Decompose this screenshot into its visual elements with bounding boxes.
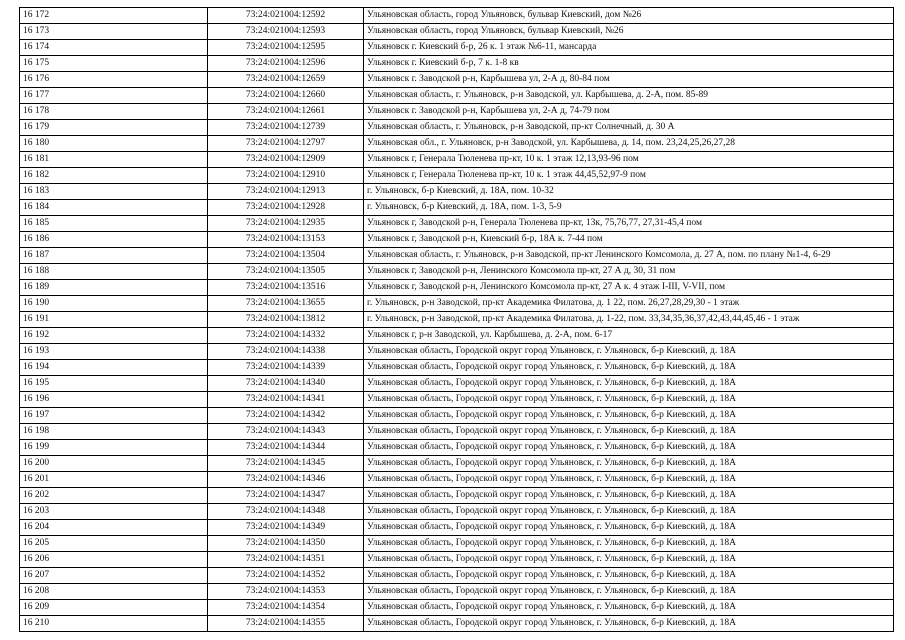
table-row [20,552,894,568]
registry-sheet [19,7,894,632]
address-cell: Ульяновская область, Городской округ город Ульяновск, г. Ульяновск, б-р Киевский, д. 18А [364,376,894,392]
cadastral-number-cell: 73:24:021004:12797 [208,136,364,152]
table-row [20,408,894,424]
row-number-cell: 16 191 [20,312,208,328]
address-cell: Ульяновск г. Киевский б-р, 26 к. 1 этаж №6-11, мансарда [364,40,894,56]
address-cell: Ульяновская область, Городской округ город Ульяновск, г. Ульяновск, б-р Киевский, д. 18А [364,552,894,568]
cadastral-number-cell: 73:24:021004:12660 [208,88,364,104]
row-number-cell: 16 179 [20,120,208,136]
row-number-cell: 16 195 [20,376,208,392]
address-cell: Ульяновская область, город Ульяновск, бульвар Киевский, №26 [364,24,894,40]
cadastral-table [19,7,894,632]
address-cell: Ульяновск г. Киевский б-р, 7 к. 1-8 кв [364,56,894,72]
table-row [20,56,894,72]
row-number-cell: 16 184 [20,200,208,216]
table-row [20,376,894,392]
table-row [20,72,894,88]
address-cell: Ульяновская область, г. Ульяновск, р-н Заводской, пр-кт Ленинского Комсомола, д. 27 А, пом. по плану №1-4, 6-29 [364,248,894,264]
address-cell: Ульяновская область, Городской округ город Ульяновск, г. Ульяновск, б-р Киевский, д. 18А [364,424,894,440]
row-number-cell: 16 188 [20,264,208,280]
table-row [20,344,894,360]
table-row [20,152,894,168]
row-number-cell: 16 208 [20,584,208,600]
table-row [20,440,894,456]
row-number-cell: 16 204 [20,520,208,536]
cadastral-number-cell: 73:24:021004:12593 [208,24,364,40]
address-cell: Ульяновская область, Городской округ город Ульяновск, г. Ульяновск, б-р Киевский, д. 18А [364,408,894,424]
table-row [20,568,894,584]
table-row [20,232,894,248]
row-number-cell: 16 189 [20,280,208,296]
cadastral-number-cell: 73:24:021004:12595 [208,40,364,56]
cadastral-number-cell: 73:24:021004:14344 [208,440,364,456]
cadastral-number-cell: 73:24:021004:13812 [208,312,364,328]
row-number-cell: 16 185 [20,216,208,232]
cadastral-number-cell: 73:24:021004:14350 [208,536,364,552]
table-row [20,280,894,296]
address-cell: Ульяновская область, Городской округ город Ульяновск, г. Ульяновск, б-р Киевский, д. 18А [364,456,894,472]
address-cell: Ульяновск г, Заводской р-н, Генерала Тюленева пр-кт, 13к, 75,76,77, 27,31-45,4 пом [364,216,894,232]
cadastral-number-cell: 73:24:021004:14352 [208,568,364,584]
row-number-cell: 16 203 [20,504,208,520]
address-cell: Ульяновск г, Заводской р-н, Киевский б-р, 18А к. 7-44 пом [364,232,894,248]
cadastral-number-cell: 73:24:021004:14348 [208,504,364,520]
cadastral-number-cell: 73:24:021004:12935 [208,216,364,232]
cadastral-number-cell: 73:24:021004:13516 [208,280,364,296]
cadastral-number-cell: 73:24:021004:14354 [208,600,364,616]
table-row [20,456,894,472]
cadastral-number-cell: 73:24:021004:12596 [208,56,364,72]
table-row [20,520,894,536]
row-number-cell: 16 172 [20,8,208,24]
table-row [20,24,894,40]
address-cell: Ульяновская область, Городской округ город Ульяновск, г. Ульяновск, б-р Киевский, д. 18А [364,440,894,456]
address-cell: Ульяновская область, Городской округ город Ульяновск, г. Ульяновск, б-р Киевский, д. 18А [364,520,894,536]
row-number-cell: 16 207 [20,568,208,584]
cadastral-number-cell: 73:24:021004:14347 [208,488,364,504]
row-number-cell: 16 178 [20,104,208,120]
row-number-cell: 16 202 [20,488,208,504]
address-cell: Ульяновская область, Городской округ город Ульяновск, г. Ульяновск, б-р Киевский, д. 18А [364,504,894,520]
table-row [20,600,894,616]
table-row [20,472,894,488]
cadastral-number-cell: 73:24:021004:13153 [208,232,364,248]
table-row [20,216,894,232]
cadastral-number-cell: 73:24:021004:14340 [208,376,364,392]
table-row [20,328,894,344]
row-number-cell: 16 205 [20,536,208,552]
cadastral-number-cell: 73:24:021004:12592 [208,8,364,24]
cadastral-number-cell: 73:24:021004:12739 [208,120,364,136]
row-number-cell: 16 201 [20,472,208,488]
cadastral-number-cell: 73:24:021004:12909 [208,152,364,168]
table-row [20,504,894,520]
table-row [20,168,894,184]
row-number-cell: 16 197 [20,408,208,424]
cadastral-number-cell: 73:24:021004:14342 [208,408,364,424]
row-number-cell: 16 183 [20,184,208,200]
cadastral-number-cell: 73:24:021004:13655 [208,296,364,312]
table-row [20,296,894,312]
cadastral-number-cell: 73:24:021004:14353 [208,584,364,600]
cadastral-number-cell: 73:24:021004:13505 [208,264,364,280]
row-number-cell: 16 196 [20,392,208,408]
address-cell: Ульяновская область, Городской округ город Ульяновск, г. Ульяновск, б-р Киевский, д. 18А [364,472,894,488]
address-cell: Ульяновская область, Городской округ город Ульяновск, г. Ульяновск, б-р Киевский, д. 18А [364,600,894,616]
cadastral-number-cell: 73:24:021004:12913 [208,184,364,200]
cadastral-number-cell: 73:24:021004:12661 [208,104,364,120]
cadastral-number-cell: 73:24:021004:12910 [208,168,364,184]
address-cell: Ульяновская область, Городской округ город Ульяновск, г. Ульяновск, б-р Киевский, д. 18А [364,392,894,408]
address-cell: Ульяновск г, Генерала Тюленева пр-кт, 10 к. 1 этаж 44,45,52,97-9 пом [364,168,894,184]
row-number-cell: 16 174 [20,40,208,56]
address-cell: Ульяновская область, Городской округ город Ульяновск, г. Ульяновск, б-р Киевский, д. 18А [364,568,894,584]
row-number-cell: 16 186 [20,232,208,248]
row-number-cell: 16 210 [20,616,208,632]
row-number-cell: 16 187 [20,248,208,264]
row-number-cell: 16 192 [20,328,208,344]
table-row [20,40,894,56]
address-cell: Ульяновская область, Городской округ город Ульяновск, г. Ульяновск, б-р Киевский, д. 18А [364,584,894,600]
table-row [20,120,894,136]
row-number-cell: 16 190 [20,296,208,312]
address-cell: Ульяновская область, Городской округ город Ульяновск, г. Ульяновск, б-р Киевский, д. 18А [364,360,894,376]
table-row [20,184,894,200]
table-row [20,264,894,280]
table-row [20,424,894,440]
row-number-cell: 16 175 [20,56,208,72]
address-cell: г. Ульяновск, б-р Киевский, д. 18А, пом. 10-32 [364,184,894,200]
address-cell: Ульяновская область, г. Ульяновск, р-н Заводской, пр-кт Солнечный, д. 30 А [364,120,894,136]
address-cell: Ульяновск г. Заводской р-н, Карбышева ул, 2-А д, 74-79 пом [364,104,894,120]
address-cell: Ульяновск г. Заводской р-н, Карбышева ул, 2-А д, 80-84 пом [364,72,894,88]
table-body [20,8,894,632]
cadastral-number-cell: 73:24:021004:14339 [208,360,364,376]
table-row [20,584,894,600]
cadastral-number-cell: 73:24:021004:14338 [208,344,364,360]
table-row [20,104,894,120]
address-cell: Ульяновская область, г. Ульяновск, р-н Заводской, ул. Карбышева, д. 2-А, пом. 85-89 [364,88,894,104]
cadastral-number-cell: 73:24:021004:14349 [208,520,364,536]
row-number-cell: 16 198 [20,424,208,440]
row-number-cell: 16 193 [20,344,208,360]
address-cell: Ульяновская область, Городской округ город Ульяновск, г. Ульяновск, б-р Киевский, д. 18А [364,536,894,552]
row-number-cell: 16 206 [20,552,208,568]
cadastral-number-cell: 73:24:021004:14346 [208,472,364,488]
row-number-cell: 16 199 [20,440,208,456]
row-number-cell: 16 209 [20,600,208,616]
table-row [20,360,894,376]
address-cell: г. Ульяновск, б-р Киевский, д. 18А, пом. 1-3, 5-9 [364,200,894,216]
table-row [20,8,894,24]
cadastral-number-cell: 73:24:021004:14355 [208,616,364,632]
address-cell: Ульяновская область, Городской округ город Ульяновск, г. Ульяновск, б-р Киевский, д. 18А [364,488,894,504]
row-number-cell: 16 182 [20,168,208,184]
address-cell: г. Ульяновск, р-н Заводской, пр-кт Академика Филатова, д. 1 22, пом. 26,27,28,29,30 - 1 этаж [364,296,894,312]
address-cell: Ульяновская область, Городской округ город Ульяновск, г. Ульяновск, б-р Киевский, д. 18А [364,616,894,632]
table-row [20,136,894,152]
cadastral-number-cell: 73:24:021004:14332 [208,328,364,344]
row-number-cell: 16 194 [20,360,208,376]
address-cell: Ульяновск г, Заводской р-н, Ленинского Комсомола пр-кт, 27 А д, 30, 31 пом [364,264,894,280]
address-cell: Ульяновск г, Заводской р-н, Ленинского Комсомола пр-кт, 27 А к. 4 этаж I-III, V-VII, пом [364,280,894,296]
cadastral-number-cell: 73:24:021004:14351 [208,552,364,568]
row-number-cell: 16 181 [20,152,208,168]
table-row [20,248,894,264]
row-number-cell: 16 200 [20,456,208,472]
address-cell: г. Ульяновск, р-н Заводской, пр-кт Академика Филатова, д. 1-22, пом. 33,34,35,36,37,42,43,44,45,46 - 1 этаж [364,312,894,328]
cadastral-number-cell: 73:24:021004:14345 [208,456,364,472]
table-row [20,312,894,328]
cadastral-number-cell: 73:24:021004:14343 [208,424,364,440]
table-row [20,536,894,552]
cadastral-number-cell: 73:24:021004:14341 [208,392,364,408]
cadastral-number-cell: 73:24:021004:13504 [208,248,364,264]
table-row [20,616,894,632]
cadastral-number-cell: 73:24:021004:12659 [208,72,364,88]
table-row [20,392,894,408]
table-row [20,88,894,104]
row-number-cell: 16 173 [20,24,208,40]
address-cell: Ульяновская обл., г. Ульяновск, р-н Заводской, ул. Карбышева, д. 14, пом. 23,24,25,26,27,28 [364,136,894,152]
row-number-cell: 16 177 [20,88,208,104]
cadastral-number-cell: 73:24:021004:12928 [208,200,364,216]
address-cell: Ульяновская область, город Ульяновск, бульвар Киевский, дом №26 [364,8,894,24]
table-row [20,488,894,504]
row-number-cell: 16 176 [20,72,208,88]
row-number-cell: 16 180 [20,136,208,152]
table-row [20,200,894,216]
address-cell: Ульяновская область, Городской округ город Ульяновск, г. Ульяновск, б-р Киевский, д. 18А [364,344,894,360]
address-cell: Ульяновск г, р-н Заводской, ул. Карбышева, д. 2-А, пом. 6-17 [364,328,894,344]
address-cell: Ульяновск г, Генерала Тюленева пр-кт, 10 к. 1 этаж 12,13,93-96 пом [364,152,894,168]
